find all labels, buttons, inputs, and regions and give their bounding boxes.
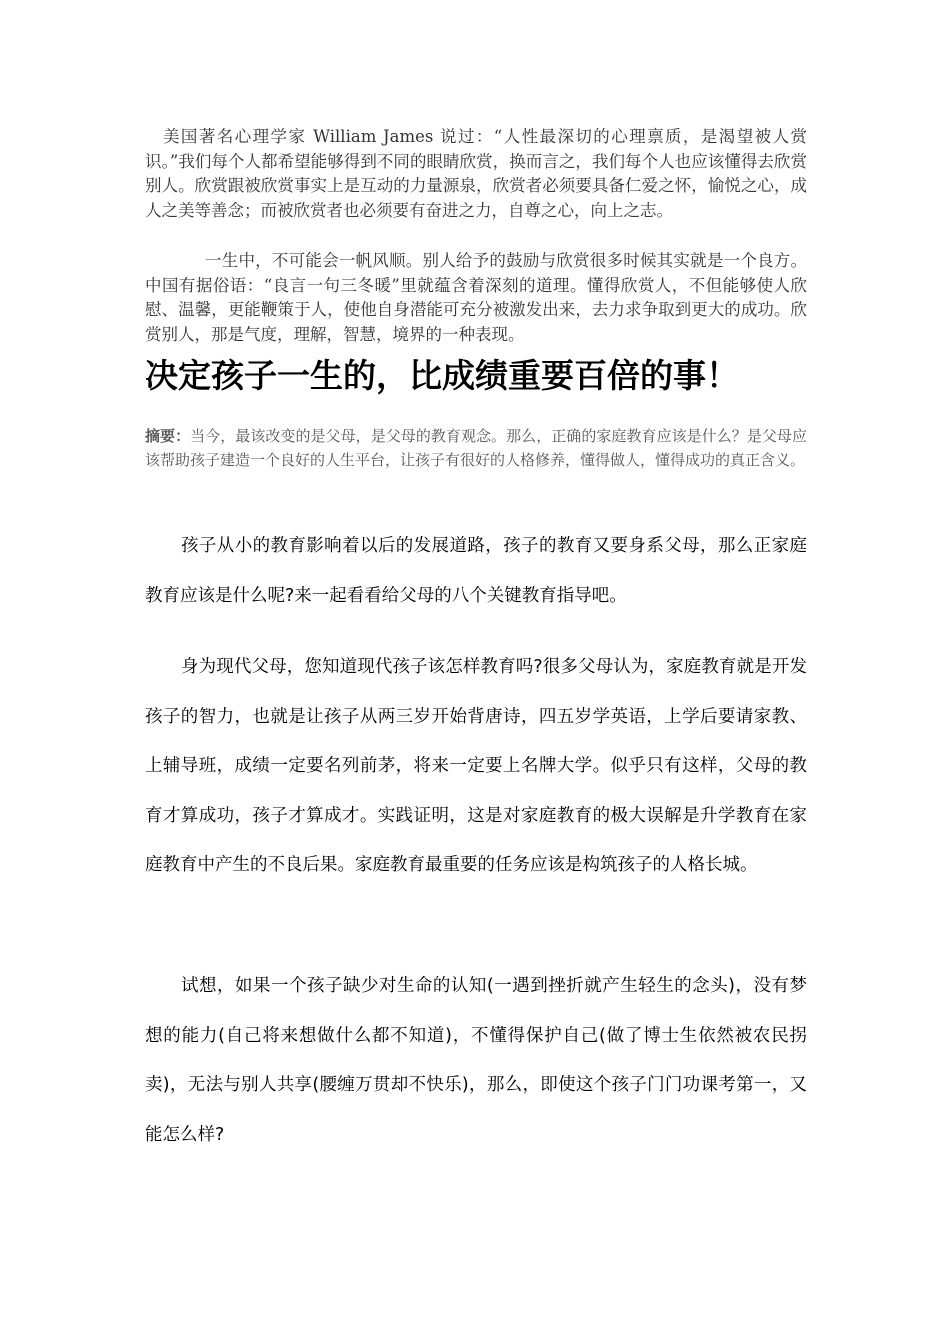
body-paragraph-3: 试想，如果一个孩子缺少对生命的认知(一遇到挫折就产生轻生的念头)，没有梦想的能力(自己将来想做什么都不知道)，不懂得保护自己(做了博士生依然被农民拐卖)，无法与别人共享(腰缠万贯却不快乐)，那么，即使这个孩子门门功课考第一，又能怎么样?	[145, 976, 807, 1145]
intro-paragraph-2: 一生中，不可能会一帆风顺。别人给予的鼓励与欣赏很多时候其实就是一个良方。中国有据俗语：“良言一句三冬暖”里就蕴含着深刻的道理。懂得欣赏人，不但能够使人欣慰、温馨，更能鞭策于人，使他自身潜能可充分被激发出来，去力求争取到更大的成功。欣赏别人，那是气度，理解，智慧，境界的一种表现。	[145, 251, 807, 344]
abstract	[145, 424, 807, 472]
body-paragraph-1: 孩子从小的教育影响着以后的发展道路，孩子的教育又要身系父母，那么正家庭教育应该是什么呢?来一起看看给父母的八个关键教育指导吧。	[145, 536, 807, 606]
abstract-text: 当今，最该改变的是父母，是父母的教育观念。那么，正确的家庭教育应该是什么？是父母应该帮助孩子建造一个良好的人生平台，让孩子有很好的人格修养，懂得做人，懂得成功的真正含义。	[145, 427, 807, 469]
intro-paragraph-1: 美国著名心理学家 William James 说过：“人性最深切的心理禀质，是渴望被人赏识。”我们每个人都希望能够得到不同的眼睛欣赏，换而言之，我们每个人也应该懂得去欣赏别人。欣赏跟被欣赏事实上是互动的力量源泉，欣赏者必须要具备仁爱之怀，愉悦之心，成人之美等善念；而被欣赏者也必须要有奋进之力，自尊之心，向上之志。	[145, 127, 807, 220]
article-title: 决定孩子一生的，比成绩重要百倍的事！	[145, 356, 739, 395]
body-paragraph-2: 身为现代父母，您知道现代孩子该怎样教育吗?很多父母认为，家庭教育就是开发孩子的智力，也就是让孩子从两三岁开始背唐诗，四五岁学英语，上学后要请家教、上辅导班，成绩一定要名列前茅，将来一定要上名牌大学。似乎只有这样，父母的教育才算成功，孩子才算成才。实践证明，这是对家庭教育的极大误解是升学教育在家庭教育中产生的不良后果。家庭教育最重要的任务应该是构筑孩子的人格长城。	[145, 657, 807, 875]
abstract-label: 摘要：	[145, 427, 191, 445]
